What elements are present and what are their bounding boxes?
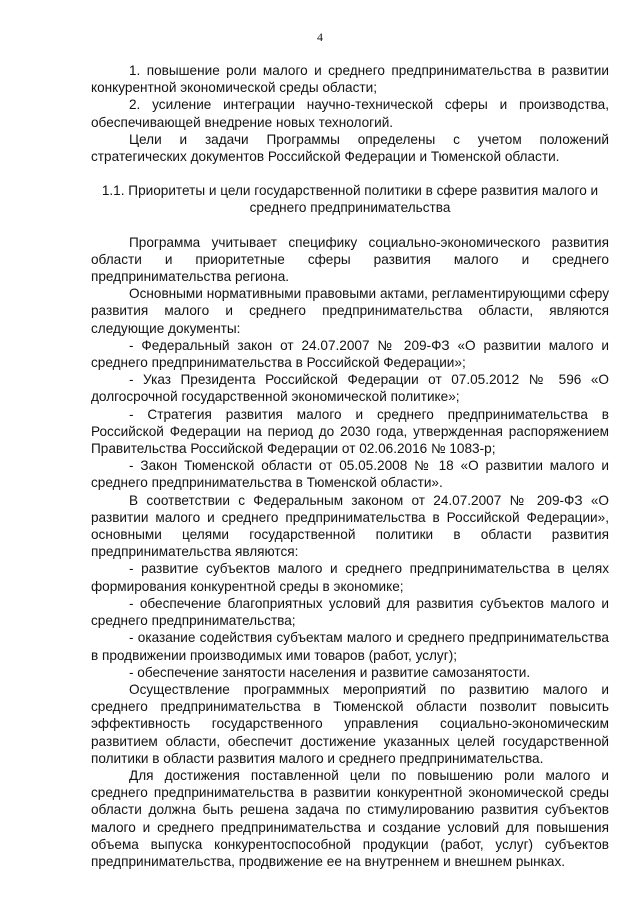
paragraph-program-specifics: Программа учитывает специфику социально-экономического развития области и приоритетные сферы развития малого и среднего предпринимательства региона. (91, 234, 609, 285)
policy-goal-4: - обеспечение занятости населения и развитие самозанятости. (129, 664, 531, 680)
legal-doc-presidential-decree: - Указ Президента Российской Федерации от 07.05.2012 № 596 «О долгосрочной государственной экономической политике»; (91, 372, 609, 405)
section-title: 1.1. Приоритеты и цели государственной политики в сфере развития малого и среднего предпринимательства (101, 183, 599, 216)
policy-goal-3: - оказание содействия субъектам малого и среднего предпринимательства в продвижении производимых ими товаров (работ, услуг); (91, 630, 609, 663)
intro-item-1: 1. повышение роли малого и среднего предпринимательства в развитии конкурентной экономической среды области; (91, 63, 609, 96)
page-number: 4 (317, 30, 323, 44)
intro-goals-paragraph: Цели и задачи Программы определены с учетом положений стратегических документов Российской Федерации и Тюменской области. (91, 131, 609, 165)
legal-doc-strategy: - Стратегия развития малого и среднего предпринимательства в Российской Федерации на период до 2030 года, утвержденная распоряжением Правительства Российской Федерации от 02.06.2016 № 1083-р; (91, 406, 609, 457)
document-body (91, 62, 609, 870)
paragraph-policy-goals: В соответствии с Федеральным законом от 24.07.2007 № 209-ФЗ «О развитии малого и среднего предпринимательства в Российской Федерации», основными целями государственной политики в области развития предпринимательства являются: (91, 492, 609, 560)
policy-goal-1: - развитие субъектов малого и среднего предпринимательства в целях формирования конкурентной среды в экономике; (91, 561, 609, 594)
paragraph-program-effect: Осуществление программных мероприятий по развитию малого и среднего предпринимательства в Тюменской области позволит повысить эффективность государственного управления социально-экономическим развитием области, обеспечит достижение указанных целей государственной политики в области развития малого и среднего предпринимательства. (91, 681, 609, 766)
paragraph-legal-acts: Основными нормативными правовыми актами, регламентирующими сферу развития малого и среднего предпринимательства области, являются следующие документы: (91, 286, 609, 336)
policy-goal-2: - обеспечение благоприятных условий для развития субъектов малого и среднего предпринимательства; (91, 595, 609, 629)
paragraph-task: Для достижения поставленной цели по повышению роли малого и среднего предпринимательства в развитии конкурентной экономической среды области должна быть решена задача по стимулированию развития субъектов малого и среднего предпринимательства и создание условий для повышения объема выпуска конкурентоспособной продукции (работ, услуг) субъектов предпринимательства, продвижение ее на внутреннем и внешнем рынках. (91, 767, 609, 869)
legal-doc-regional-law: - Закон Тюменской области от 05.05.2008 № 18 «О развитии малого и среднего предпринимательства в Тюменской области». (91, 458, 609, 491)
intro-item-2: 2. усиление интеграции научно-технической сферы и производства, обеспечивающей внедрение новых технологий. (91, 97, 609, 130)
legal-doc-federal-law: - Федеральный закон от 24.07.2007 № 209-ФЗ «О развитии малого и среднего предпринимательства в Российской Федерации»; (91, 337, 609, 371)
